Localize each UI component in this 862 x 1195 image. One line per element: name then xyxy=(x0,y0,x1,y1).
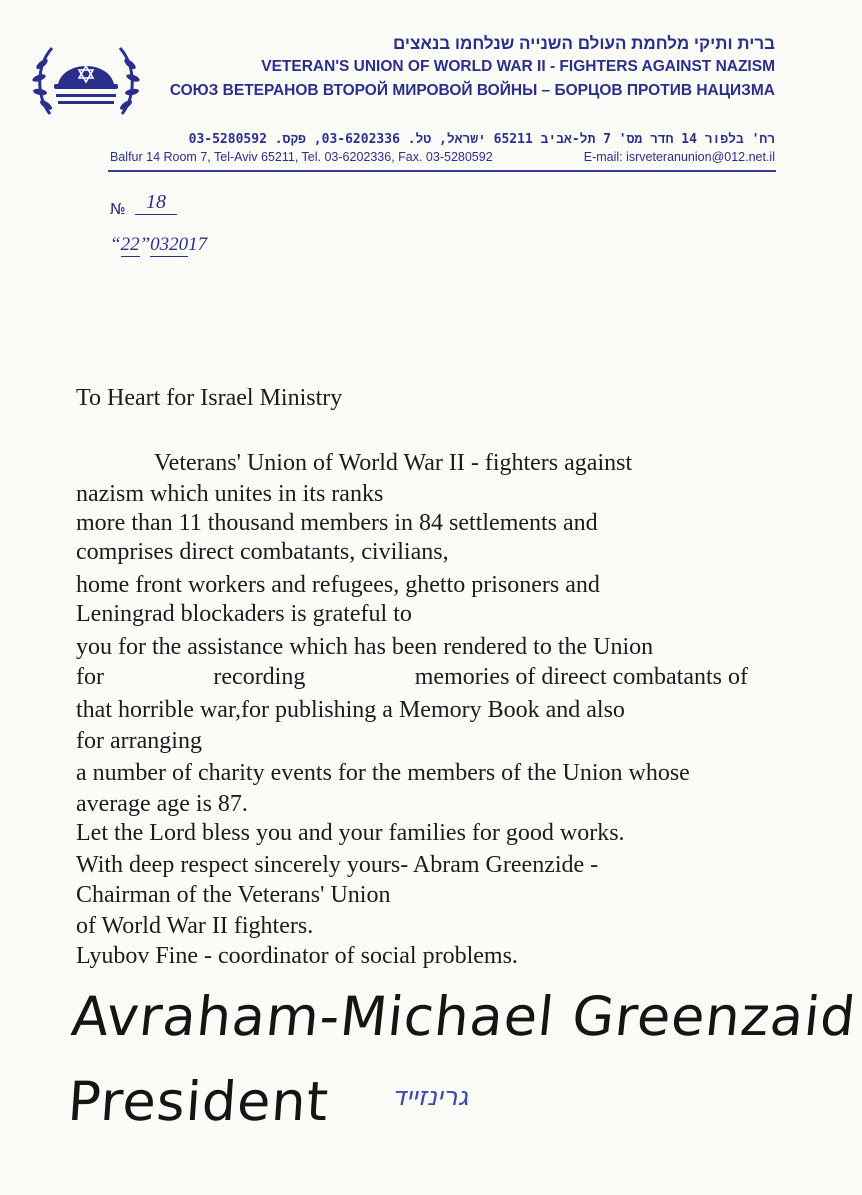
body-line: Chairman of the Veterans' Union xyxy=(76,882,391,908)
body-line: nazism which unites in its ranks xyxy=(76,481,384,507)
address-english: Balfur 14 Room 7, Tel-Aviv 65211, Tel. 03-6202336, Fax. 03-5280592 xyxy=(110,150,493,164)
handwritten-signature-name: Avraham-Michael Greenzaid xyxy=(68,985,859,1048)
body-line: more than 11 thousand members in 84 settlements and xyxy=(76,510,598,536)
body-line: of World War II fighters. xyxy=(76,913,314,939)
body-line: a number of charity events for the members of the Union whose xyxy=(76,760,690,786)
body-line-justified xyxy=(76,662,748,692)
body-line: home front workers and refugees, ghetto prisoners and xyxy=(76,572,600,598)
letterhead-divider xyxy=(108,170,776,172)
body-line: With deep respect sincerely yours- Abram Greenzide - xyxy=(76,852,599,878)
date-year-suffix: 17 xyxy=(188,234,208,255)
number-label: № xyxy=(110,200,126,218)
date-month: 03 xyxy=(150,234,170,255)
org-name-hebrew: ברית ותיקי מלחמת העולם השנייה שנלחמו בנאצים xyxy=(392,34,775,53)
date-year-prefix: 20 xyxy=(169,234,189,255)
body-line: Let the Lord bless you and your families for good works. xyxy=(76,820,625,846)
body-line: that horrible war,for publishing a Memory Book and also xyxy=(76,697,625,723)
handwritten-signature-title: President xyxy=(65,1070,332,1133)
letter-date: “22”032017 xyxy=(110,234,208,255)
date-day: 22 xyxy=(120,234,140,255)
body-word: memories of direect combatants of xyxy=(414,664,748,690)
address-hebrew: רח' בלפור 14 חדר מס' 7 תל-אביב 65211 ישראל, טל. 03-6202336, פקס. 03-5280592 xyxy=(188,132,775,147)
reference-number: 18 xyxy=(135,190,177,215)
body-line: you for the assistance which has been rendered to the Union xyxy=(76,634,654,660)
body-line: Lyubov Fine - coordinator of social problems. xyxy=(76,943,518,969)
body-word: recording xyxy=(213,664,306,690)
recipient-line: To Heart for Israel Ministry xyxy=(76,385,343,411)
address-english-row xyxy=(110,150,775,164)
handwritten-signature-hebrew: גרינזייד xyxy=(392,1082,469,1112)
body-line: Leningrad blockaders is grateful to xyxy=(76,601,412,627)
body-word: for xyxy=(76,664,104,690)
org-name-english: VETERAN'S UNION OF WORLD WAR II - FIGHTERS AGAINST NAZISM xyxy=(261,58,775,75)
star-of-david-laurel-icon xyxy=(30,36,142,128)
email-address: E-mail: isrveteranunion@012.net.il xyxy=(583,150,775,164)
body-line: for arranging xyxy=(76,728,202,754)
body-line: average age is 87. xyxy=(76,791,248,817)
body-line: comprises direct combatants, civilians, xyxy=(76,539,449,565)
body-line: Veterans' Union of World War II - fighters against xyxy=(154,450,633,476)
org-name-russian: СОЮЗ ВЕТЕРАНОВ ВТОРОЙ МИРОВОЙ ВОЙНЫ – БОРЦОВ ПРОТИВ НАЦИЗМА xyxy=(169,82,775,99)
